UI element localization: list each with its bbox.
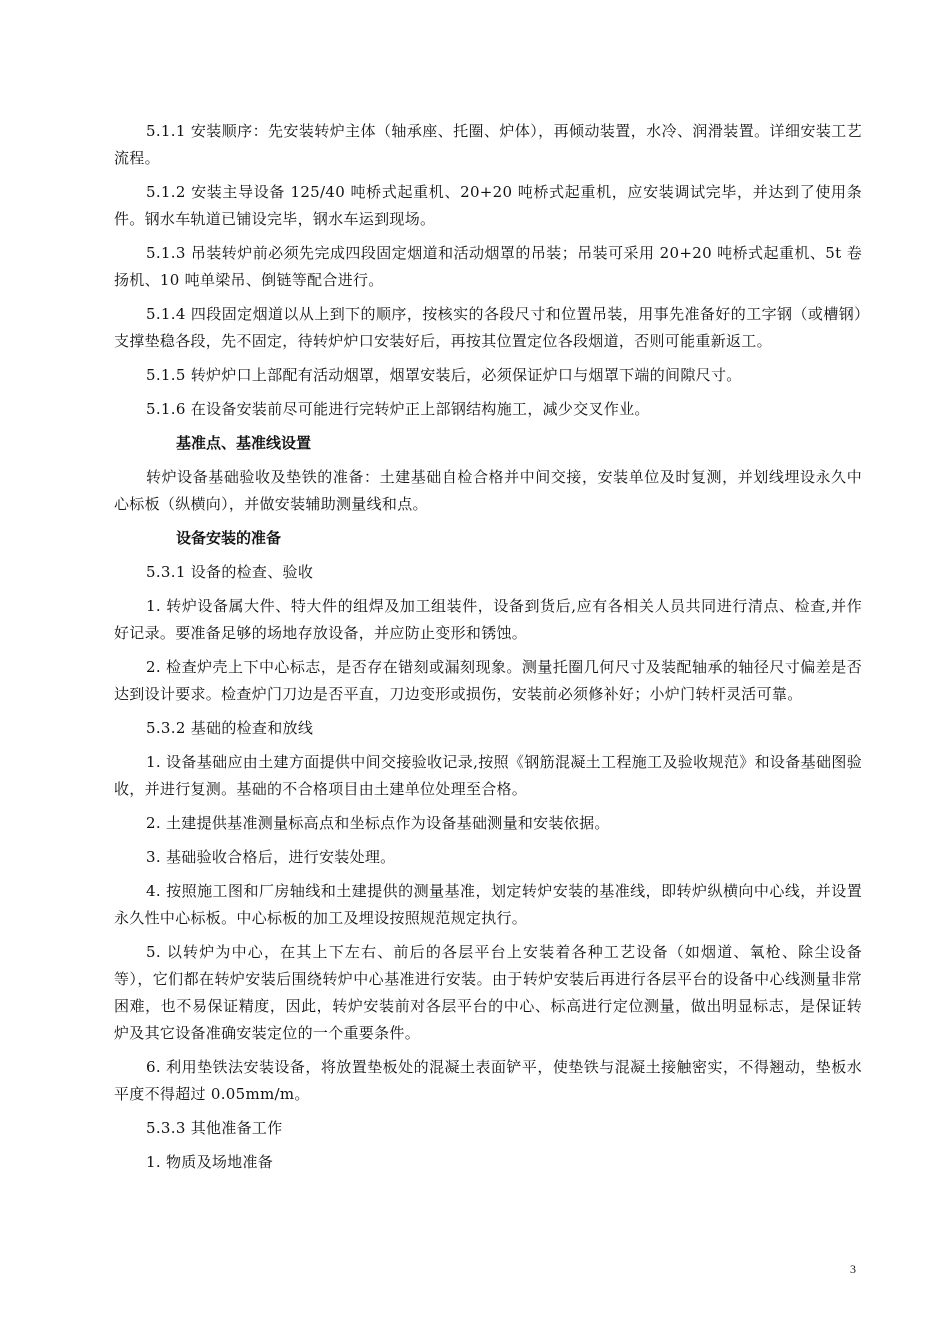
paragraph: 5.1.4 四段固定烟道以从上到下的顺序，按核实的各段尺寸和位置吊装，用事先准备好的工字钢（或槽钢）支撑垫稳各段，先不固定，待转炉炉口安装好后，再按其位置定位各段烟道，否则可能重新返工。 [114, 305, 862, 350]
subsection-title: 5.3.1 设备的检查、验收 [146, 563, 314, 581]
paragraph: 5.1.6 在设备安装前尽可能进行完转炉正上部钢结构施工，减少交叉作业。 [146, 400, 650, 418]
paragraph: 2. 检查炉壳上下中心标志，是否存在错刻或漏刻现象。测量托圈几何尺寸及装配轴承的轴径尺寸偏差是否达到设计要求。检查炉门刀边是否平直，刀边变形或损伤，安装前必须修补好；小炉门转杆灵活可靠。 [114, 658, 862, 703]
paragraph: 5.1.5 转炉炉口上部配有活动烟罩，烟罩安装后，必须保证炉口与烟罩下端的间隙尺寸。 [146, 366, 742, 384]
section-heading: 设备安装的准备 [176, 529, 282, 547]
paragraph: 2. 土建提供基准测量标高点和坐标点作为设备基础测量和安装依据。 [146, 814, 610, 832]
subsection-title: 5.3.2 基础的检查和放线 [146, 719, 314, 737]
page-number: 3 [850, 1262, 856, 1276]
paragraph: 1. 设备基础应由土建方面提供中间交接验收记录,按照《钢筋混凝土工程施工及验收规范》和设备基础图验收，并进行复测。基础的不合格项目由土建单位处理至合格。 [114, 753, 862, 798]
paragraph: 5.1.2 安装主导设备 125/40 吨桥式起重机、20+20 吨桥式起重机，应安装调试完毕，并达到了使用条件。钢水车轨道已铺设完毕，钢水车运到现场。 [114, 183, 862, 228]
paragraph: 转炉设备基础验收及垫铁的准备：土建基础自检合格并中间交接，安装单位及时复测，并划线埋设永久中心标板（纵横向），并做安装辅助测量线和点。 [114, 468, 862, 513]
subsection-title: 5.3.3 其他准备工作 [146, 1119, 283, 1137]
paragraph: 5.1.3 吊装转炉前必须先完成四段固定烟道和活动烟罩的吊装；吊装可采用 20+20 吨桥式起重机、5t 卷扬机、10 吨单梁吊、倒链等配合进行。 [114, 244, 862, 289]
paragraph: 4. 按照施工图和厂房轴线和土建提供的测量基准，划定转炉安装的基准线，即转炉纵横向中心线，并设置永久性中心标板。中心标板的加工及埋设按照规范规定执行。 [114, 882, 862, 927]
paragraph: 6. 利用垫铁法安装设备，将放置垫板处的混凝土表面铲平，使垫铁与混凝土接触密实，不得翘动，垫板水平度不得超过 0.05mm/m。 [114, 1058, 862, 1103]
paragraph: 3. 基础验收合格后，进行安装处理。 [146, 848, 396, 866]
paragraph: 1. 物质及场地准备 [146, 1153, 274, 1171]
paragraph: 5.1.1 安装顺序：先安装转炉主体（轴承座、托圈、炉体），再倾动装置，水冷、润滑装置。详细安装工艺流程。 [114, 122, 862, 167]
document-body [114, 118, 862, 1183]
paragraph: 1. 转炉设备属大件、特大件的组焊及加工组装件，设备到货后,应有各相关人员共同进行清点、检查,并作好记录。要准备足够的场地存放设备，并应防止变形和锈蚀。 [114, 597, 862, 642]
paragraph: 5. 以转炉为中心，在其上下左右、前后的各层平台上安装着各种工艺设备（如烟道、氧枪、除尘设备等），它们都在转炉安装后围绕转炉中心基准进行安装。由于转炉安装后再进行各层平台的设备中心线测量非常困难，也不易保证精度，因此，转炉安装前对各层平台的中心、标高进行定位测量，做出明显标志，是保证转炉及其它设备准确安装定位的一个重要条件。 [114, 943, 862, 1042]
section-heading: 基准点、基准线设置 [176, 434, 312, 452]
